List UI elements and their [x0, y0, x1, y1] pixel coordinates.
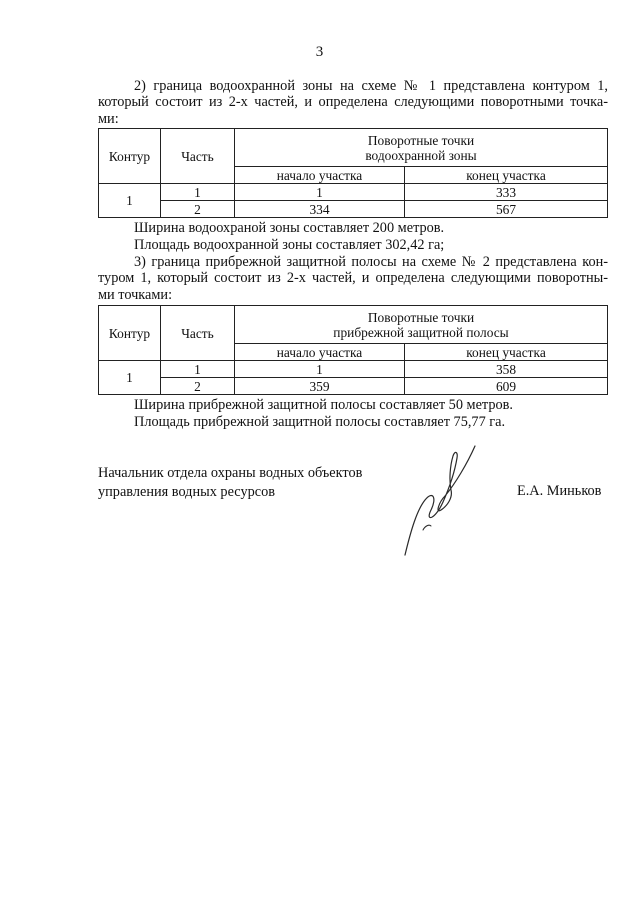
paragraph-line: 2) граница водоохранной зоны на схеме № 1 представлена контуром 1, [134, 78, 608, 94]
paragraph-line: туром 1, который состоит из 2-х частей, и определена следующими поворотны- [98, 270, 608, 287]
header-start: начало участка [235, 167, 405, 184]
cell-start: 334 [235, 201, 405, 218]
cell-end: 609 [405, 378, 608, 395]
header-start: начало участка [235, 344, 405, 361]
header-turning-points [235, 129, 608, 167]
header-group-line: Поворотные точки [367, 132, 475, 148]
table-row [99, 361, 608, 378]
page-number: 3 [315, 44, 324, 60]
paragraph-2 [98, 78, 608, 127]
cell-part: 1 [161, 361, 235, 378]
cell-start: 1 [235, 361, 405, 378]
header-part: Часть [161, 306, 235, 361]
paragraph-line: который состоит из 2-х частей, и определена следующими поворотными точка- [98, 94, 608, 111]
cell-part: 1 [161, 184, 235, 201]
signatory-position [98, 464, 362, 502]
strip-width-text: Ширина прибрежной защитной полосы составляет 50 метров. [134, 397, 513, 413]
table-row [99, 201, 608, 218]
water-protection-zone-table [98, 128, 608, 218]
header-end: конец участка [405, 344, 608, 361]
cell-end: 567 [405, 201, 608, 218]
zone-area-text: Площадь водоохранной зоны составляет 302,42 га; [134, 237, 445, 253]
position-line: Начальник отдела охраны водных объектов [98, 465, 363, 481]
cell-end: 333 [405, 184, 608, 201]
header-group-line: Поворотные точки [367, 309, 475, 325]
cell-part: 2 [161, 201, 235, 218]
header-part: Часть [161, 129, 235, 184]
handwritten-signature [395, 440, 485, 560]
cell-contour: 1 [99, 361, 161, 395]
header-contour: Контур [99, 306, 161, 361]
cell-start: 359 [235, 378, 405, 395]
header-group-line: прибрежной защитной полосы [333, 324, 509, 340]
signatory-name: Е.А. Миньков [517, 483, 602, 499]
paragraph-3 [98, 254, 608, 303]
paragraph-line: 3) граница прибрежной защитной полосы на схеме № 2 представлена кон- [134, 254, 608, 270]
coastal-protection-strip-table [98, 305, 608, 395]
table-row [99, 184, 608, 201]
cell-part: 2 [161, 378, 235, 395]
paragraph-line: ми: [98, 110, 119, 127]
cell-end: 358 [405, 361, 608, 378]
strip-area-text: Площадь прибрежной защитной полосы составляет 75,77 га. [134, 414, 506, 430]
cell-contour: 1 [99, 184, 161, 218]
header-end: конец участка [405, 167, 608, 184]
zone-width-text: Ширина водоохраной зоны составляет 200 метров. [134, 220, 445, 236]
cell-start: 1 [235, 184, 405, 201]
header-contour: Контур [99, 129, 161, 184]
paragraph-line: ми точками: [98, 286, 173, 303]
header-group-line: водоохранной зоны [365, 147, 477, 163]
table-row [99, 378, 608, 395]
position-line: управления водных ресурсов [98, 484, 275, 500]
header-turning-points [235, 306, 608, 344]
